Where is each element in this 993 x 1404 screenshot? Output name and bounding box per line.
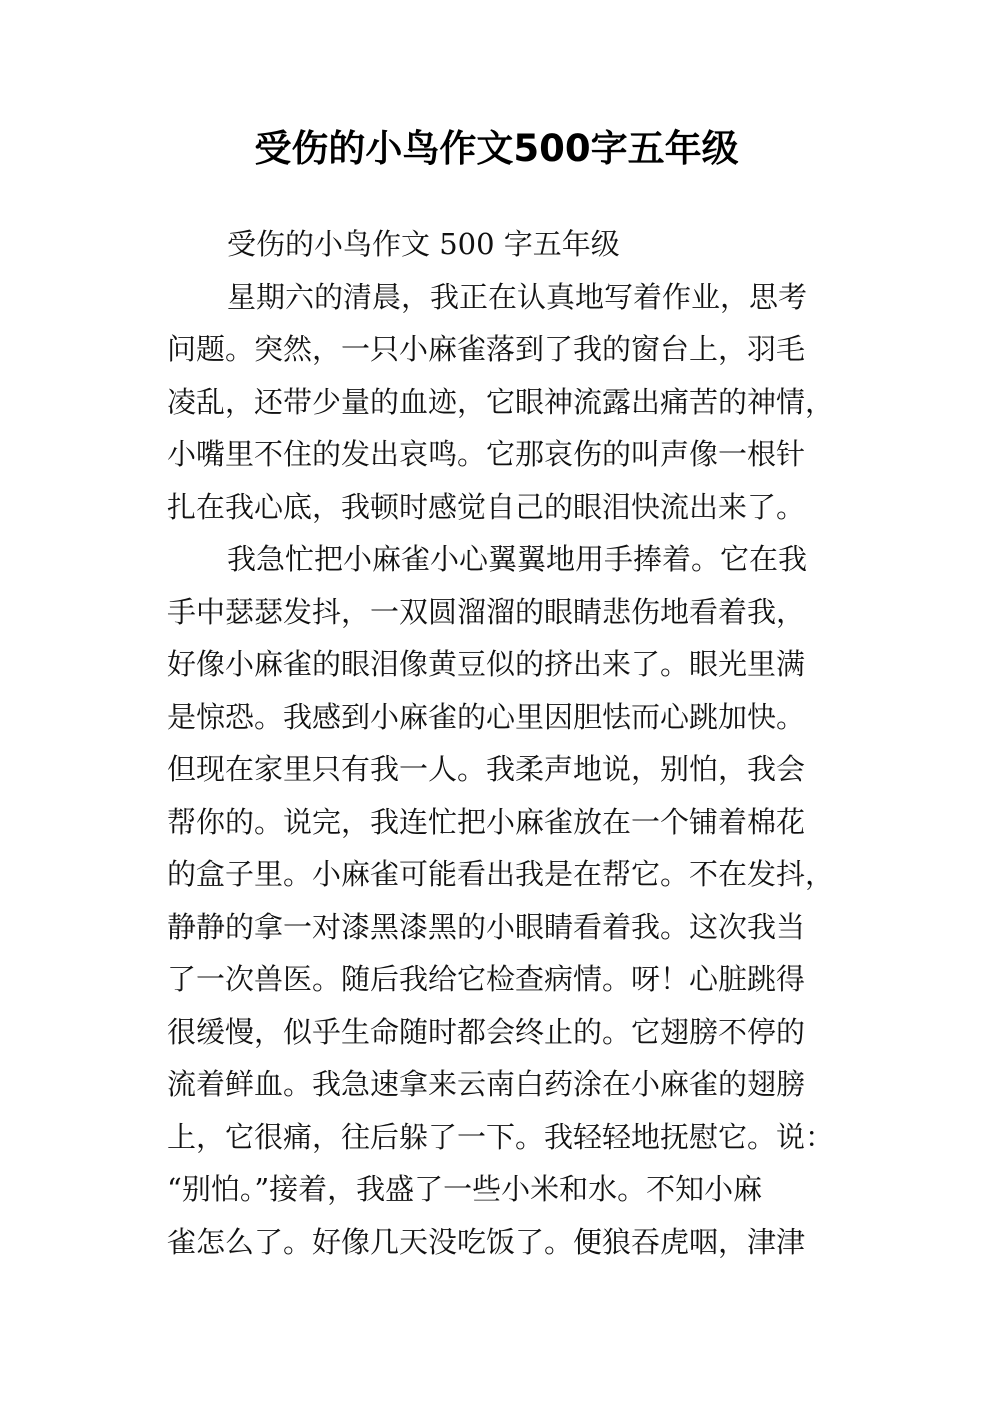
text-line: 但现在家里只有我一人。我柔声地说，别怕，我会 (167, 752, 806, 786)
text-line: 雀怎么了。好像几天没吃饭了。便狼吞虎咽，津津 (167, 1224, 806, 1259)
text-line: 我急忙把小麻雀小心翼翼地用手捧着。它在我 (227, 542, 808, 576)
text-line: 问题。突然，一只小麻雀落到了我的窗台上，羽毛 (167, 332, 806, 366)
text-line: 小嘴里不住的发出哀鸣。它那哀伤的叫声像一根针 (167, 437, 806, 471)
text-line: “别怕。”接着，我盛了一些小米和水。不知小麻 (167, 1172, 763, 1206)
text-line: 流着鲜血。我急速拿来云南白药涂在小麻雀的翅膀 (167, 1067, 806, 1101)
text-line: 受伤的小鸟作文 500 字五年级 (227, 227, 620, 261)
text-line: 手中瑟瑟发抖，一双圆溜溜的眼睛悲伤地看着我， (167, 594, 806, 629)
text-line: 静静的拿一对漆黑漆黑的小眼睛看着我。这次我当 (167, 909, 806, 944)
page-title: 受伤的小鸟作文500字五年级 (254, 127, 739, 170)
text-line: 星期六的清晨，我正在认真地写着作业，思考 (227, 279, 808, 314)
text-line: 扎在我心底，我顿时感觉自己的眼泪快流出来了。 (167, 489, 806, 524)
text-line: 是惊恐。我感到小麻雀的心里因胆怯而心跳加快。 (167, 699, 806, 734)
text-line: 了一次兽医。随后我给它检查病情。呀！心脏跳得 (167, 962, 806, 996)
text-line: 的盒子里。小麻雀可能看出我是在帮它。不在发抖， (167, 857, 835, 891)
text-line: 凌乱，还带少量的血迹，它眼神流露出痛苦的神情， (167, 384, 835, 419)
text-line: 上，它很痛，往后躲了一下。我轻轻地抚慰它。说： (167, 1119, 835, 1154)
text-line: 帮你的。说完，我连忙把小麻雀放在一个铺着棉花 (167, 804, 806, 839)
text-line: 很缓慢，似乎生命随时都会终止的。它翅膀不停的 (167, 1014, 806, 1049)
text-line: 好像小麻雀的眼泪像黄豆似的挤出来了。眼光里满 (167, 647, 806, 681)
essay-body (167, 218, 842, 1268)
